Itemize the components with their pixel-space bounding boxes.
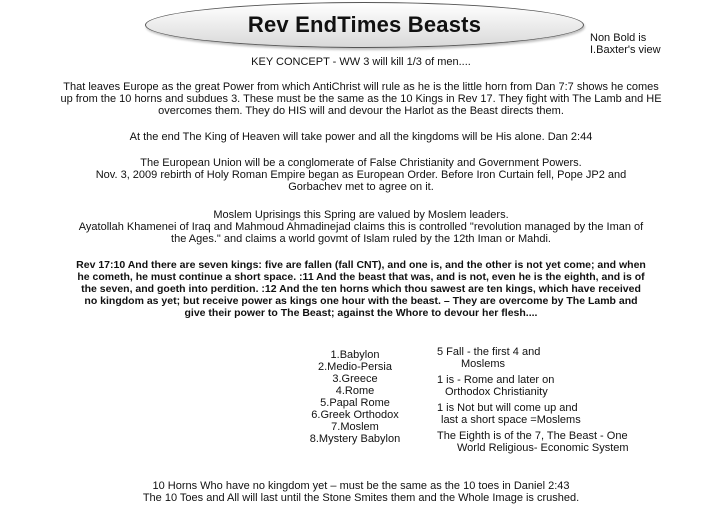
kings-note — [437, 374, 717, 398]
kings-note — [437, 430, 717, 454]
key-concept: KEY CONCEPT - WW 3 will kill 1/3 of men.... — [251, 56, 471, 68]
king-item: 5.Papal Rome — [320, 397, 390, 409]
kings-note-line: 1 is Not but will come up and — [437, 402, 578, 414]
kings-note-line: The Eighth is of the 7, The Beast - One — [437, 430, 628, 442]
ten-horns-line: The 10 Toes and All will last until the Stone Smites them and the Whole Image is crushed. — [142, 492, 580, 504]
revelation-quote-line: he cometh, he must continue a short space. :11 And the beast that was, and is not, even he is the eighth, and is of — [77, 271, 645, 283]
king-item: 2.Medio-Persia — [318, 361, 392, 373]
king-item: 8.Mystery Babylon — [309, 433, 401, 445]
king-item: 6.Greek Orthodox — [311, 409, 399, 421]
moslem-paragraph — [0, 209, 722, 245]
europe-paragraph — [0, 81, 722, 117]
european-union-line: The European Union will be a conglomerate of False Christianity and Government Powers. — [140, 157, 582, 169]
kings-note-line: last a short space =Moslems — [441, 414, 581, 426]
kings-note-line: Moslems — [461, 358, 506, 370]
european-union-line: Gorbachev met to agree on it. — [288, 181, 434, 193]
moslem-line: Ayatollah Khamenei of Iraq and Mahmoud Ahmadinejad claims this is controlled "revolution managed by the Iman of — [78, 221, 644, 233]
revelation-quote-line: no kingdom as yet; but receive power as kings one hour with the beast. – They are overcome by The Lamb and — [84, 295, 638, 307]
king-item: 7.Moslem — [331, 421, 379, 433]
europe-line: overcomes them. They do HIS will and devour the Harlot as the Beast directs them. — [158, 105, 564, 117]
king-item: 4.Rome — [335, 385, 375, 397]
europe-line: up from the 10 horns and subdues 3. These must be the same as the 10 Kings in Rev 17. They fight with The Lamb and HE — [60, 93, 662, 105]
moslem-line: Moslem Uprisings this Spring are valued by Moslem leaders. — [213, 209, 509, 221]
kings-note — [437, 346, 717, 370]
ten-horns-line: 10 Horns Who have no kingdom yet – must be the same as the 10 toes in Daniel 2:43 — [152, 480, 570, 492]
revelation-quote-line: Rev 17:10 And there are seven kings: five are fallen (fall CNT), and one is, and the other is not yet come; and when — [76, 259, 646, 271]
ten-horns-paragraph — [0, 480, 722, 504]
kings-note-line: 5 Fall - the first 4 and — [437, 346, 541, 358]
author-note-line: I.Baxter's view — [590, 44, 661, 56]
europe-line: That leaves Europe as the great Power from which AntiChrist will rule as he is the little horn from Dan 7:7 shows he comes — [63, 81, 659, 93]
page-title: Rev EndTimes Beasts — [247, 12, 482, 37]
author-note-line: Non Bold is — [590, 32, 647, 44]
kings-note-line: 1 is - Rome and later on — [437, 374, 555, 386]
revelation-quote — [0, 259, 722, 319]
king-item: 3.Greece — [332, 373, 378, 385]
european-union-line: Nov. 3, 2009 rebirth of Holy Roman Empire began as European Order. Before Iron Curtain fell, Pope JP2 and — [95, 169, 627, 181]
moslem-line: the Ages." and claims a world govmt of Islam ruled by the 12th Iman or Mahdi. — [171, 233, 551, 245]
european-union-paragraph — [0, 157, 722, 193]
kings-notes — [437, 346, 717, 458]
kings-note — [437, 402, 717, 426]
kings-note-line: World Religious- Economic System — [457, 442, 629, 454]
king-item: 1.Babylon — [330, 349, 380, 361]
title-banner — [145, 2, 584, 48]
king-of-heaven-paragraph: At the end The King of Heaven will take power and all the kingdoms will be His alone. Dan 2:44 — [129, 131, 593, 143]
seven-kings-list — [295, 349, 415, 445]
author-note — [590, 32, 661, 56]
kings-note-line: Orthodox Christianity — [445, 386, 548, 398]
revelation-quote-line: the seven, and goeth into perdition. :12 And the ten horns which thou sawest are ten kings, which have received — [81, 283, 641, 295]
revelation-quote-line: give their power to The Beast; against the Whore to devour her flesh.... — [184, 307, 538, 319]
